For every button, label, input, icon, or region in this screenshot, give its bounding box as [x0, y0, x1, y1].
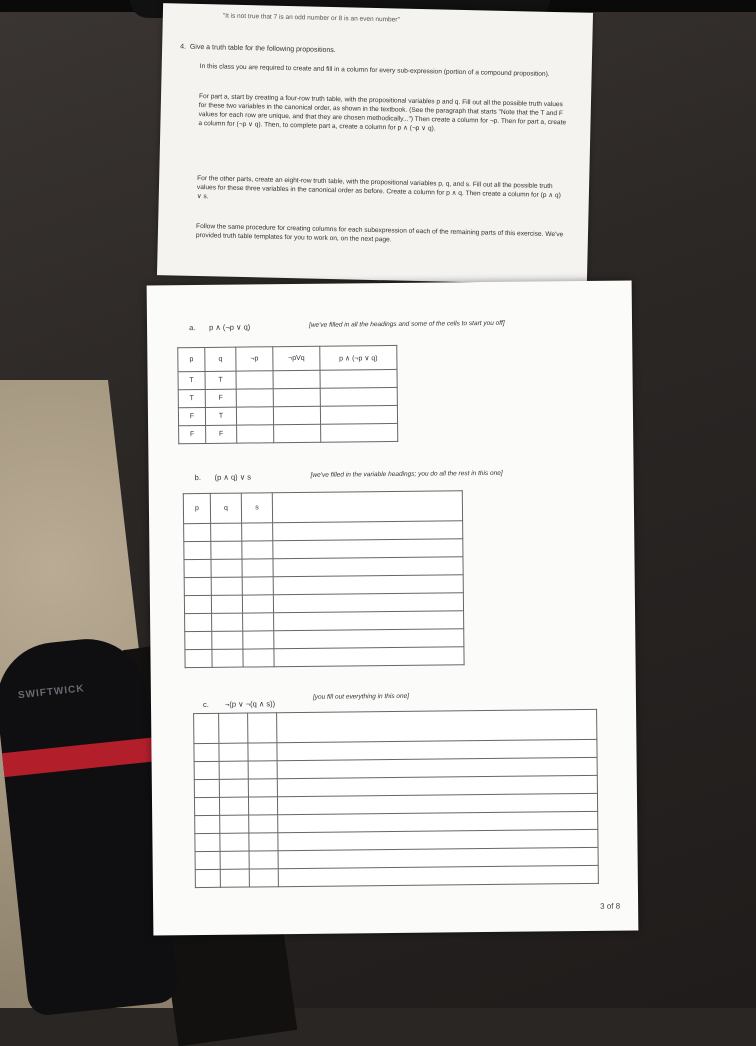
- part-a-letter: a.: [189, 323, 196, 333]
- part-c-expression: ¬(p ∨ ¬(q ∧ s)): [224, 699, 276, 709]
- upper-page: [157, 3, 593, 285]
- truth-table-a: [177, 345, 398, 444]
- sock-band: [2, 738, 154, 778]
- part-b-expression: (p ∧ q) ∨ s: [214, 472, 252, 482]
- empty-cell[interactable]: [274, 647, 464, 667]
- empty-cell[interactable]: [320, 369, 397, 388]
- empty-cell[interactable]: [320, 387, 397, 406]
- empty-cell[interactable]: [273, 406, 320, 424]
- cell-p: F: [178, 407, 205, 425]
- part-c-letter: c.: [202, 699, 209, 709]
- empty-cell[interactable]: [236, 407, 273, 425]
- header-not-p-or-q: ¬pVq: [273, 346, 320, 370]
- cell-p: F: [179, 425, 206, 443]
- cell-q: F: [206, 425, 237, 443]
- header-p: p: [183, 493, 210, 523]
- empty-cell[interactable]: [273, 521, 463, 541]
- empty-cell[interactable]: [274, 611, 464, 631]
- header-q: q: [205, 347, 236, 371]
- part-c-note: [you fill out everything in this one]: [312, 692, 410, 701]
- instructions-para-4: Follow the same procedure for creating columns for each subexpression of each of the remaining parts of this exercise. We've provided truth table templates for you to work on, on the next page.: [195, 222, 564, 244]
- empty-cell[interactable]: [278, 865, 598, 886]
- empty-header[interactable]: [248, 713, 277, 743]
- cell-p: T: [178, 389, 205, 407]
- empty-cell[interactable]: [274, 424, 321, 442]
- empty-cell[interactable]: [273, 388, 320, 406]
- cell-p: T: [178, 371, 205, 389]
- instructions-para-3: For the other parts, create an eight-row truth table, with the propositional variables p, q, and s. Fill out all the possible truth values for these three variables in the canonical order as before. Create a column for p ∧ q. Then create a column for (p ∧ q) ∨ s.: [196, 174, 561, 201]
- header-q: q: [210, 493, 241, 523]
- empty-cell[interactable]: [273, 593, 463, 613]
- part-b-note: [we've filled in the variable headings; you do all the rest in this one]: [310, 469, 503, 479]
- cell-q: T: [205, 371, 236, 389]
- lower-page: [147, 280, 639, 935]
- truth-table-c: [193, 709, 599, 888]
- part-a-note: [we've filled in all the headings and some of the cells to start you off]: [308, 319, 505, 329]
- empty-cell[interactable]: [273, 575, 463, 595]
- top-text: "It is not true that 7 is an odd number or 8 is an even number": [222, 12, 400, 24]
- question-number: 4.: [180, 43, 190, 51]
- empty-cell[interactable]: [236, 371, 273, 389]
- part-b-letter: b.: [194, 472, 201, 483]
- instructions-para-1: In this class you are required to create and fill in a column for every sub-expression (portion of a compound proposition).: [199, 63, 550, 78]
- instructions-para-2: For part a, start by creating a four-row truth table, with the propositional variables p and q. Fill out all the possible truth values for these two variables in the canonical order, as shown in the textbook. (See the paragraph that starts "Note that the T and F values for each row are unique, and that they are chosen methodically...") Then create a column for ¬p. Then for part a, create a column for (¬p ∨ q). Then, to complete part a, create a column for p ∧ (¬p ∨ q).: [198, 92, 567, 133]
- empty-cell[interactable]: [273, 539, 463, 559]
- header-p-and-expr: p ∧ (¬p ∨ q): [320, 345, 397, 370]
- part-a-expression: p ∧ (¬p ∨ q): [209, 322, 251, 332]
- empty-header[interactable]: [194, 713, 219, 743]
- cell-q: T: [205, 407, 236, 425]
- page-number: 3 of 8: [600, 901, 621, 911]
- empty-header[interactable]: [219, 713, 248, 743]
- question-text: Give a truth table for the following propositions.: [189, 43, 336, 55]
- header-s: s: [241, 493, 272, 523]
- empty-cell[interactable]: [273, 557, 463, 577]
- empty-cell[interactable]: [273, 370, 320, 388]
- empty-header[interactable]: [277, 709, 597, 742]
- header-not-p: ¬p: [236, 347, 273, 371]
- cell-q: F: [205, 389, 236, 407]
- truth-table-b: [183, 490, 465, 668]
- sock-logo: SWIFTWICK: [17, 683, 86, 702]
- empty-cell[interactable]: [236, 389, 273, 407]
- empty-cell[interactable]: [274, 629, 464, 649]
- header-p: p: [178, 347, 205, 371]
- empty-header[interactable]: [272, 491, 462, 523]
- question-heading: [180, 44, 336, 55]
- empty-cell[interactable]: [321, 423, 398, 442]
- empty-cell[interactable]: [237, 425, 274, 443]
- empty-cell[interactable]: [320, 405, 397, 424]
